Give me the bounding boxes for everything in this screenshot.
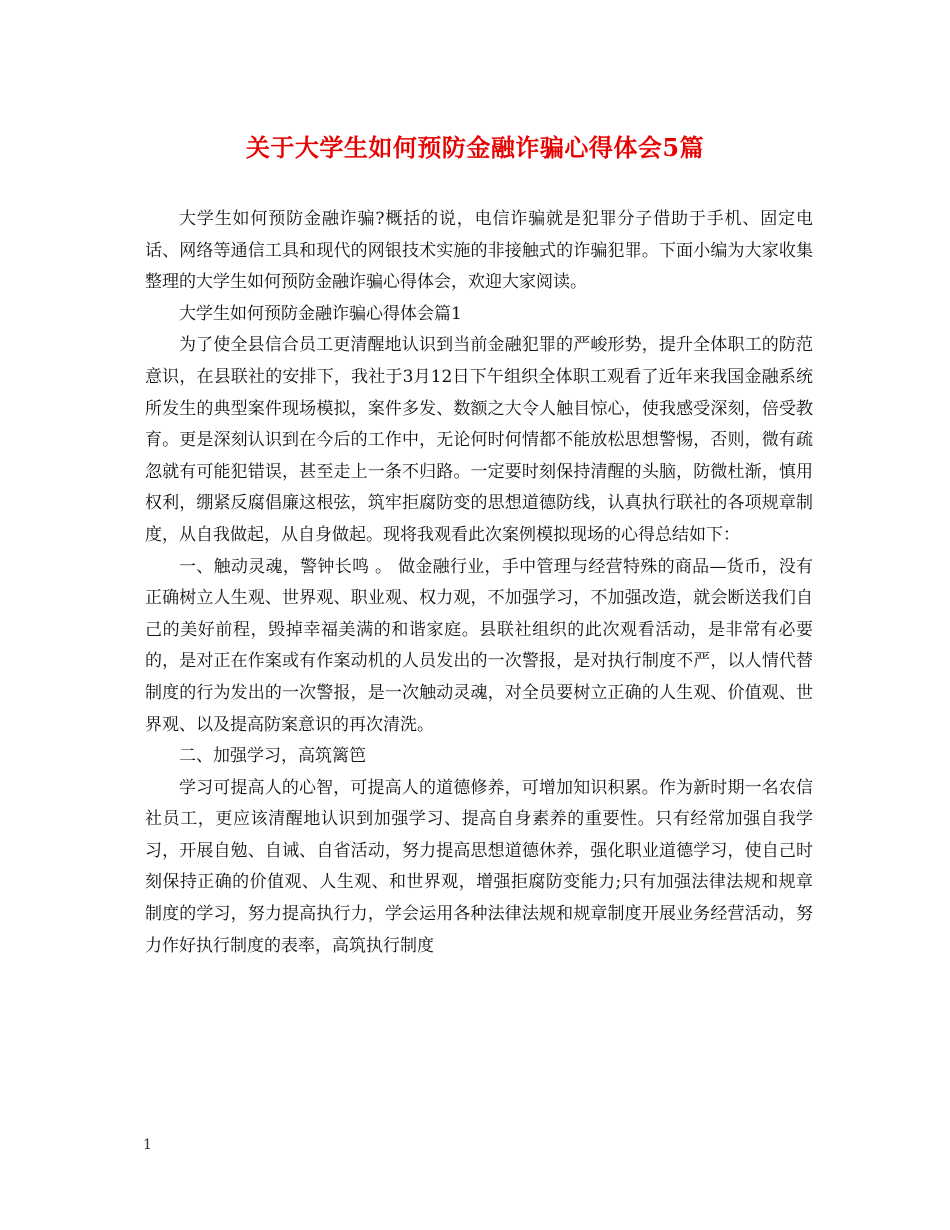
paragraph-background: 为了使全县信合员工更清醒地认识到当前金融犯罪的严峻形势，提升全体职工的防范意识，在县联社的安排下，我社于3月12日下午组织全体职工观看了近年来我国金融系统所发生的典型案件现场模拟，案件多发、数额之大令人触目惊心，使我感受深刻，倍受教育。更是深刻认识到在今后的工作中，无论何时何情都不能放松思想警惕，否则，微有疏忽就有可能犯错误，甚至走上一条不归路。一定要时刻保持清醒的头脑，防微杜渐，慎用权利，绷紧反腐倡廉这根弦，筑牢拒腐防变的思想道德防线，认真执行联社的各项规章制度，从自我做起，从自身做起。现将我观看此次案例模拟现场的心得总结如下：	[145, 335, 813, 545]
paragraph-point-two-body: 学习可提高人的心智，可提高人的道德修养，可增加知识积累。作为新时期一名农信社员工，更应该清醒地认识到加强学习、提高自身素养的重要性。只有经常加强自我学习，开展自勉、自诫、自省活动，努力提高思想道德休养，强化职业道德学习，使自己时刻保持正确的价值观、人生观、和世界观，增强拒腐防变能力;只有加强法律法规和规章制度的学习，努力提高执行力，学会运用各种法律法规和规章制度开展业务经营活动，努力作好执行制度的表率，高筑执行制度	[145, 777, 813, 956]
paragraph-point-one: 一、触动灵魂，警钟长鸣 。 做金融行业，手中管理与经营特殊的商品—货币，没有正确树立人生观、世界观、职业观、权力观，不加强学习，不加强改造，就会断送我们自己的美好前程，毁掉幸福美满的和谐家庭。县联社组织的此次观看活动，是非常有必要的，是对正在作案或有作案动机的人员发出的一次警报，是对执行制度不严，以人情代替制度的行为发出的一次警报，是一次触动灵魂，对全员要树立正确的人生观、价值观、世界观、以及提高防案意识的再次清洗。	[145, 556, 813, 735]
paragraph-section-heading: 大学生如何预防金融诈骗心得体会篇1	[179, 303, 462, 324]
paragraph-intro: 大学生如何预防金融诈骗?概括的说，电信诈骗就是犯罪分子借助于手机、固定电话、网络等通信工具和现代的网银技术实施的非接触式的诈骗犯罪。下面小编为大家收集整理的大学生如何预防金融诈骗心得体会，欢迎大家阅读。	[145, 209, 813, 293]
document-title: 关于大学生如何预防金融诈骗心得体会5篇	[245, 133, 705, 162]
document-body	[145, 204, 813, 962]
paragraph-point-two-heading: 二、加强学习，高筑篱笆	[179, 746, 366, 767]
page-number: 1	[143, 1137, 152, 1153]
